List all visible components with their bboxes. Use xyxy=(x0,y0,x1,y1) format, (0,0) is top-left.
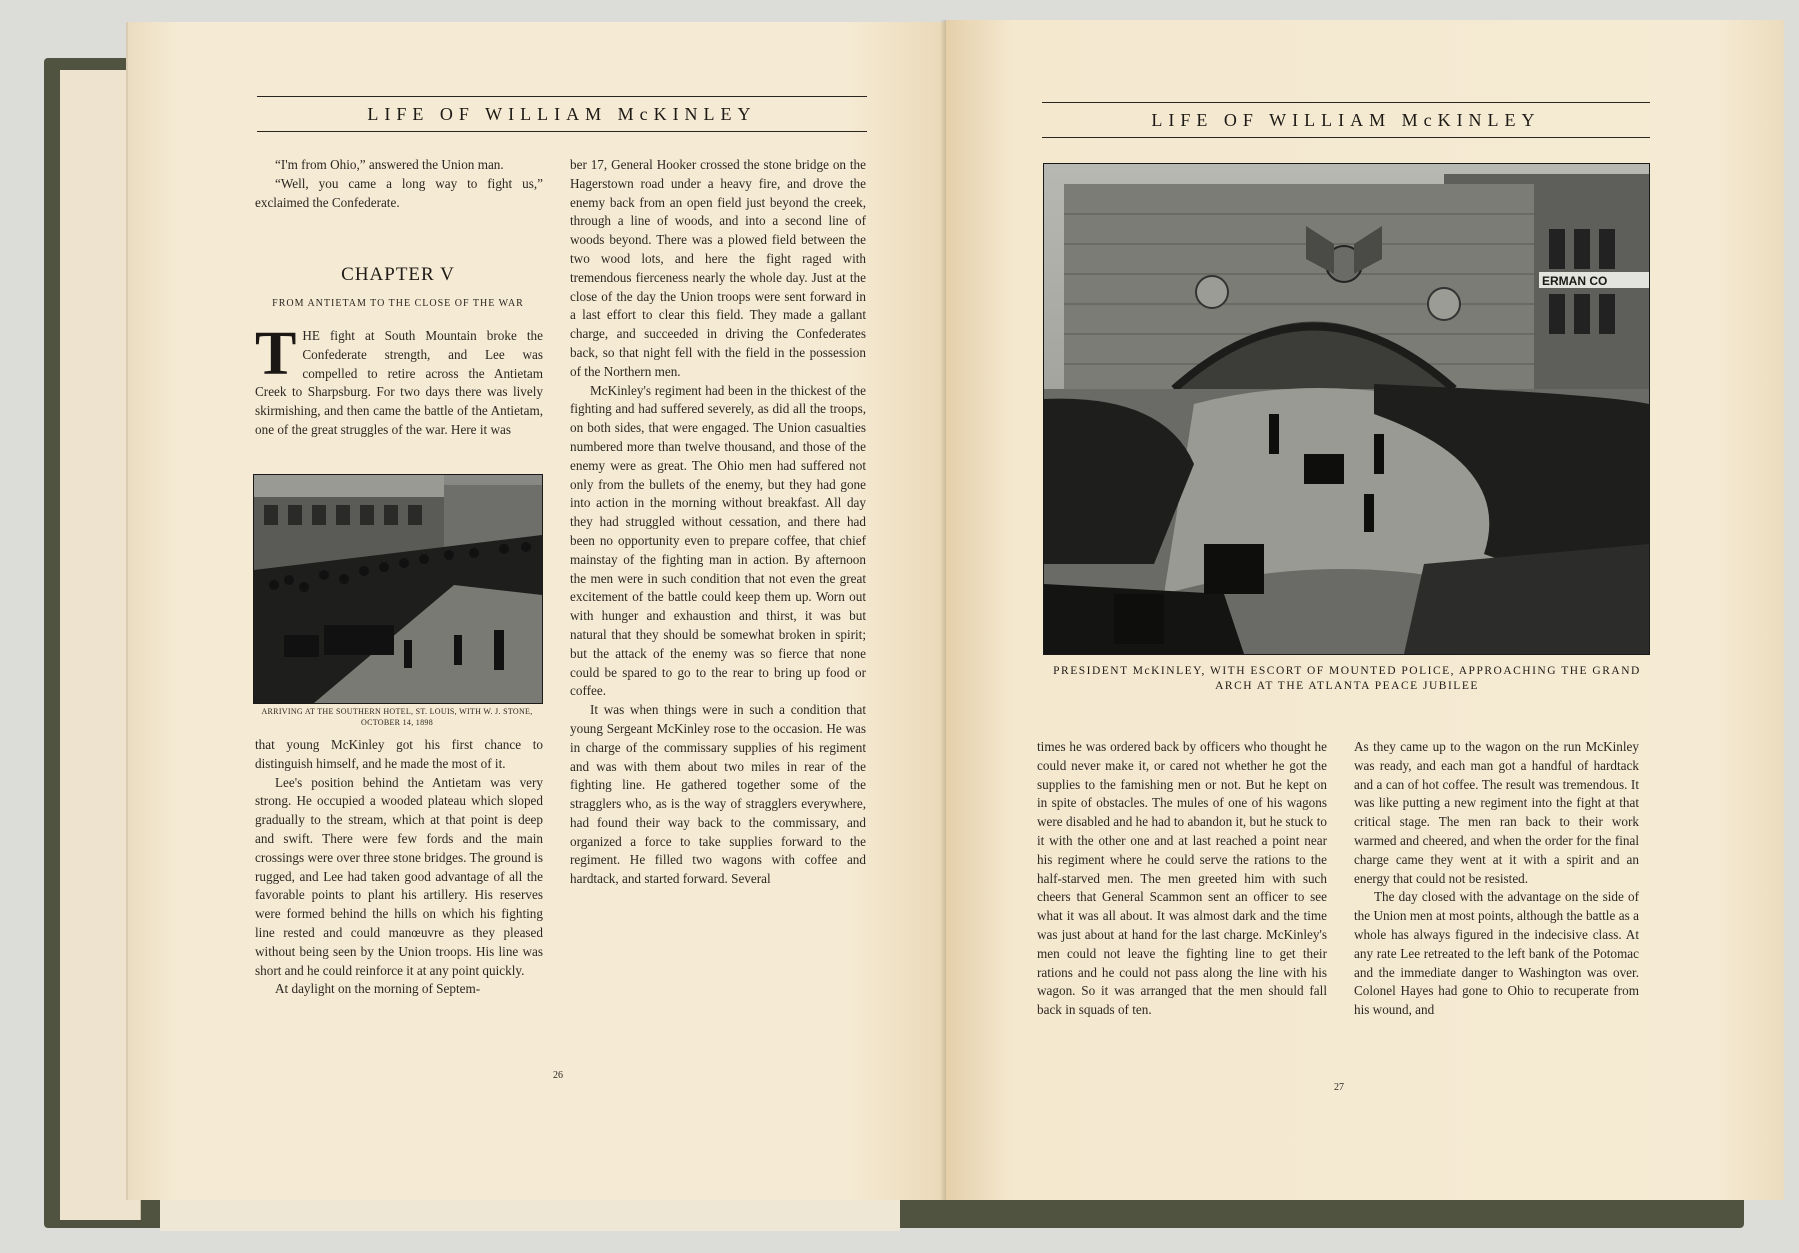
paragraph: At daylight on the morning of Septem- xyxy=(275,981,481,997)
left-col1-top xyxy=(255,156,543,212)
left-col2 xyxy=(570,156,866,889)
right-running-head: LIFE OF WILLIAM McKINLEY xyxy=(1042,102,1650,138)
paragraph: “Well, you came a long way to fight us,” exclaimed the Confederate. xyxy=(255,175,543,210)
right-page-number: 27 xyxy=(1334,1082,1344,1093)
hotel-arrival-illustration xyxy=(254,475,542,703)
paragraph: The day closed with the advantage on the side of the Union men at most points, although the battle as a whole has always figured in the indecisive class. At any rate Lee retreated to the left bank of the Potomac and the immediate danger to Washington was over. Colonel Hayes had gone to Ohio to recuperate from his wound, and xyxy=(1354,889,1639,1018)
paragraph: It was when things were in such a condition that young Sergeant McKinley rose to the occasion. He was in charge of the commissary supplies of his regiment and was with them about two miles in rear of the fighting line. He gathered together some of the stragglers who, as is the way of stragglers everywhere, had found their way back to the commissary, and organized a force to take supplies forward to the regiment. He filled two wagons with coffee and hardtack, and started forward. Several xyxy=(570,702,866,887)
left-running-head: LIFE OF WILLIAM McKINLEY xyxy=(257,96,867,132)
right-col2 xyxy=(1354,738,1639,1020)
left-col1-bottom xyxy=(255,736,543,999)
paragraph: ber 17, General Hooker crossed the stone bridge on the Hagerstown road under a heavy fire, and drove the enemy back from an open field just beyond the creek, through a line of woods, and into a second line of woods beyond. There was a plowed field between the two wood lots, and here the fight raged with tremendous fierceness nearly the whole day. Just at the close of the day the Union troops were sent forward in a last effort to clear this field. They made a gallant charge, and succeeded in driving the Confederates back, so that night fell with the field in the possession of the Northern men. xyxy=(570,157,866,379)
first-paragraph-text: HE fight at South Mountain broke the Confederate strength, and Lee was compelled to retire across the Antietam Creek to Sharpsburg. For two days there was lively skirmishing, and then came the battle of the Antietam, one of the great struggles of the war. Here it was xyxy=(255,328,543,437)
chapter-subtitle: FROM ANTIETAM TO THE CLOSE OF THE WAR xyxy=(272,298,524,309)
paragraph xyxy=(255,320,543,440)
hotel-photo-caption: ARRIVING AT THE SOUTHERN HOTEL, ST. LOUIS, WITH W. J. STONE, OCTOBER 14, 1898 xyxy=(261,707,533,727)
building-sign-text: ERMAN CO xyxy=(1542,274,1608,288)
atlanta-arch-photo xyxy=(1043,163,1650,655)
paragraph: times he was ordered back by officers who thought he could never make it, or cared not whether he got the supplies to the famishing men or not. But he kept on in spite of obstacles. The mules of one of his wagons were disabled and he had to abandon it, but he stuck to it with the other one and at last reached a point near his regiment where he could serve the rations to the half-starved men. The men greeted him with such cheers that General Scammon sent an officer to see what it was all about. It was almost dark and the time was just about at hand for the last charge. McKinley's men could not leave the fighting line to get their rations and he could not pass along the line with his wagon. So it was arranged that the men should fall back in squads of ten. xyxy=(1037,739,1327,1018)
chapter-title: CHAPTER V xyxy=(341,264,455,285)
paragraph: Lee's position behind the Antietam was very strong. He occupied a wooded plateau which sloped gradually to the stream, which at that point is deep and swift. There were few fords and the main crossings were over three stone bridges. The ground is rugged, and Lee had taken good advantage of all the favorable points to plant his artillery. His reserves were formed behind the hills on which his fighting line rested and could manœuvre as they pleased without being seen by the Union troops. His line was short and he could reinforce it at any point quickly. xyxy=(255,774,543,978)
right-col1 xyxy=(1037,738,1327,1020)
paragraph: As they came up to the wagon on the run McKinley was ready, and each man got a handful of hardtack and a can of hot coffee. The result was tremendous. It was like putting a new regiment into the fight at that critical stage. The men ran back to their work warmed and cheered, and when the order for the final charge came they went at it with a spirit and an energy that could not be resisted. xyxy=(1354,739,1639,886)
drop-cap: T xyxy=(255,320,297,388)
paragraph: that young McKinley got his first chance to distinguish himself, and he made the most of it. xyxy=(255,737,543,771)
atlanta-arch-illustration xyxy=(1044,164,1649,654)
arch-photo-caption: PRESIDENT McKINLEY, WITH ESCORT OF MOUNTED POLICE, APPROACHING THE GRAND ARCH AT THE ATLANTA PEACE JUBILEE xyxy=(1053,665,1641,692)
left-page-number: 26 xyxy=(553,1070,563,1081)
left-first-paragraph xyxy=(255,320,543,440)
paragraph: McKinley's regiment had been in the thickest of the fighting and had suffered severely, as did all the troops, on both sides, that were engaged. The Union casualties numbered more than twelve thousand, and those of the enemy were as great. The Ohio men had suffered not only from the bullets of the enemy, but they had gone into action in the morning without breakfast. All day they had struggled without cessation, and there had been no opportunity even to prepare coffee, that chief mainstay of the fighting man in action. By afternoon the men were in such condition that not even the great excitement of the battle could keep them up. Worn out with hunger and exhaustion and thirst, it was but natural that they should be somewhat broken in spirit; but the attack of the enemy was so fierce that none could be spared to go to the rear to bring up food or coffee. xyxy=(570,382,866,699)
paragraph: “I'm from Ohio,” answered the Union man. xyxy=(275,157,504,172)
hotel-arrival-photo xyxy=(253,474,543,704)
